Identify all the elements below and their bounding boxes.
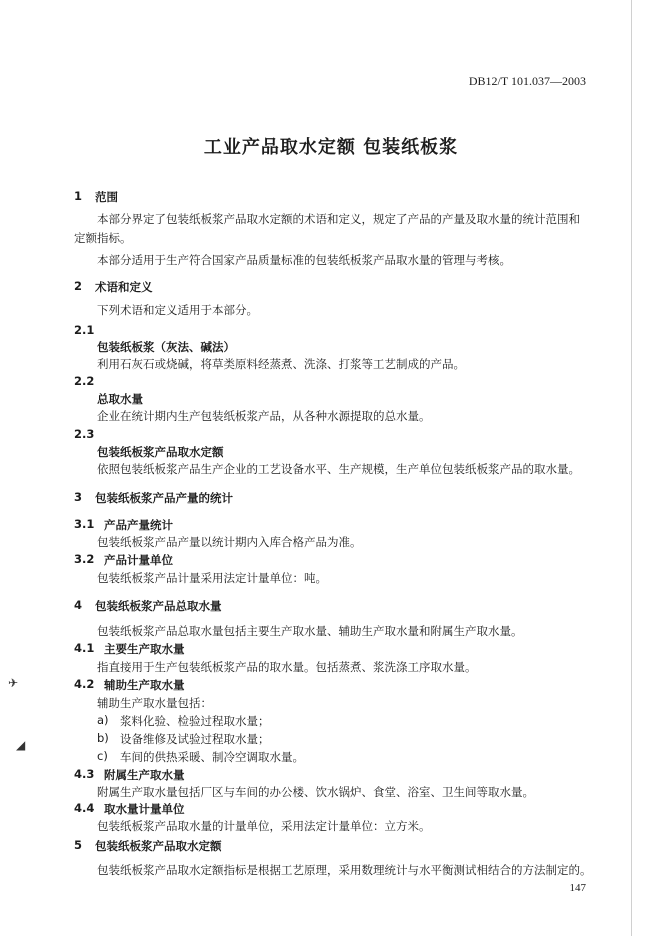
term-2-3-definition: 依照包装纸板浆产品生产企业的工艺设备水平、生产规模，生产单位包装纸板浆产品的取水量。 xyxy=(97,462,580,476)
list-item-text: 车间的供热采暖、制冷空调取水量。 xyxy=(120,750,304,764)
section-3-heading: 包装纸板浆产品产量的统计 xyxy=(95,491,233,505)
page-title: 工业产品取水定额 包装纸板浆 xyxy=(203,137,459,158)
list-item-label: b) xyxy=(97,731,109,745)
section-2-number: 2 xyxy=(74,279,83,293)
section-4-3-heading: 附属生产取水量 xyxy=(104,768,185,782)
section-4-number: 4 xyxy=(74,598,83,612)
section-5-number: 5 xyxy=(74,838,83,852)
section-5-heading: 包装纸板浆产品取水定额 xyxy=(95,839,222,853)
section-3-2-number: 3.2 xyxy=(74,552,95,566)
list-item-label: c) xyxy=(97,749,108,763)
section-4-heading: 包装纸板浆产品总取水量 xyxy=(95,599,222,613)
margin-mark-tick: ◢ xyxy=(16,738,26,752)
term-2-3-number: 2.3 xyxy=(74,427,95,441)
term-2-2-name: 总取水量 xyxy=(97,392,143,406)
page-number: 147 xyxy=(569,882,586,894)
section-2-heading: 术语和定义 xyxy=(95,280,153,294)
list-item-text: 浆料化验、检验过程取水量； xyxy=(120,714,270,728)
section-3-1-number: 3.1 xyxy=(74,517,95,531)
section-4-4-text: 包装纸板浆产品取水量的计量单位，采用法定计量单位：立方米。 xyxy=(97,819,431,833)
section-5-text: 包装纸板浆产品取水定额指标是根据工艺原理，采用数理统计与水平衡测试相结合的方法制定的。 xyxy=(97,863,592,877)
section-4-3-text: 附属生产取水量包括厂区与车间的办公楼、饮水锅炉、食堂、浴室、卫生间等取水量。 xyxy=(97,785,534,799)
term-2-1-name: 包装纸板浆（灰法、碱法） xyxy=(97,340,235,354)
list-item-text: 设备维修及试验过程取水量； xyxy=(120,732,270,746)
section-2-intro: 下列术语和定义适用于本部分。 xyxy=(97,303,258,317)
section-4-1-heading: 主要生产取水量 xyxy=(104,642,185,656)
section-1-paragraph-2: 本部分适用于生产符合国家产品质量标准的包装纸板浆产品取水量的管理与考核。 xyxy=(97,253,511,267)
section-4-intro: 包装纸板浆产品总取水量包括主要生产取水量、辅助生产取水量和附属生产取水量。 xyxy=(97,624,523,638)
term-2-1-definition: 利用石灰石或烧碱，将草类原料经蒸煮、洗涤、打浆等工艺制成的产品。 xyxy=(97,357,465,371)
section-4-2-heading: 辅助生产取水量 xyxy=(104,678,185,692)
section-1-paragraph-1: 本部分界定了包装纸板浆产品取水定额的术语和定义，规定了产品的产量及取水量的统计范围和定额指标。 xyxy=(74,212,580,245)
standard-code: DB12/T 101.037—2003 xyxy=(468,74,586,88)
term-2-1-number: 2.1 xyxy=(74,323,95,337)
section-3-1-heading: 产品产量统计 xyxy=(104,518,173,532)
section-4-4-heading: 取水量计量单位 xyxy=(104,802,185,816)
section-4-1-number: 4.1 xyxy=(74,641,95,655)
section-1-heading: 范围 xyxy=(95,190,118,204)
section-3-1-text: 包装纸板浆产品产量以统计期内入库合格产品为准。 xyxy=(97,535,362,549)
section-1-number: 1 xyxy=(74,189,83,203)
section-4-1-text: 指直接用于生产包装纸板浆产品的取水量。包括蒸煮、浆洗涤工序取水量。 xyxy=(97,660,477,674)
section-3-number: 3 xyxy=(74,490,83,504)
term-2-2-number: 2.2 xyxy=(74,374,95,388)
section-3-2-text: 包装纸板浆产品计量采用法定计量单位：吨。 xyxy=(97,571,327,585)
term-2-2-definition: 企业在统计期内生产包装纸板浆产品，从各种水源提取的总水量。 xyxy=(97,409,431,423)
section-4-2-number: 4.2 xyxy=(74,677,95,691)
section-4-2-intro: 辅助生产取水量包括： xyxy=(97,696,212,710)
margin-mark-arrow: ✈ xyxy=(8,676,19,690)
section-4-3-number: 4.3 xyxy=(74,767,95,781)
list-item-label: a) xyxy=(97,713,109,727)
term-2-3-name: 包装纸板浆产品取水定额 xyxy=(97,445,224,459)
section-4-4-number: 4.4 xyxy=(74,801,95,815)
section-3-2-heading: 产品计量单位 xyxy=(104,553,173,567)
